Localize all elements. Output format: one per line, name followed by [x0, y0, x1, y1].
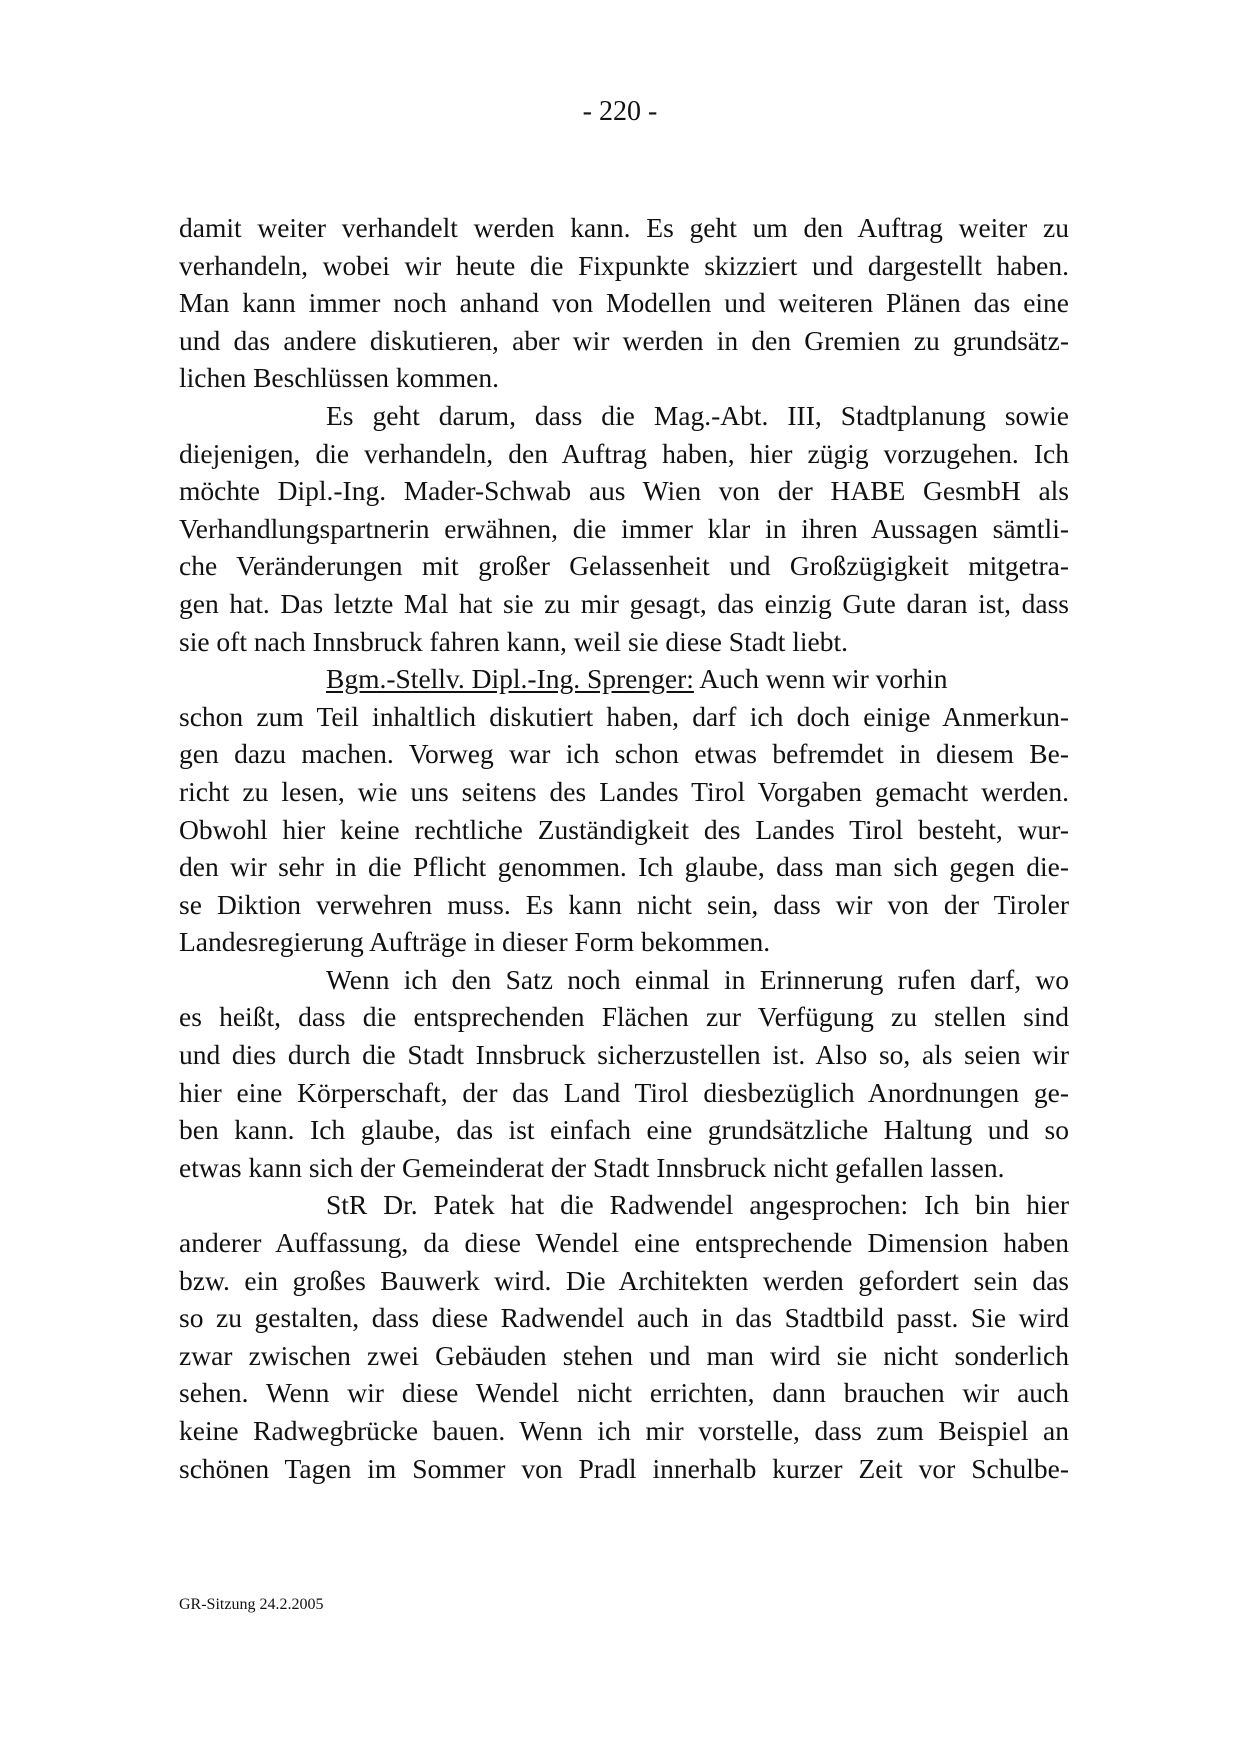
- text-line: gen hat. Das letzte Mal hat sie zu mir gesagt, das einzig Gute daran ist, dass: [179, 587, 1069, 619]
- text-line: schönen Tagen im Sommer von Pradl innerhalb kurzer Zeit vor Schulbe-: [179, 1452, 1069, 1484]
- text-line: zwar zwischen zwei Gebäuden stehen und man wird sie nicht sonderlich: [179, 1339, 1069, 1371]
- text-line: Landesregierung Aufträge in dieser Form bekommen.: [179, 926, 771, 958]
- text-line: sie oft nach Innsbruck fahren kann, weil sie diese Stadt liebt.: [179, 625, 848, 657]
- text-line: lichen Beschlüssen kommen.: [179, 362, 500, 394]
- text-line: richt zu lesen, wie uns seitens des Landes Tirol Vorgaben gemacht werden.: [179, 775, 1069, 807]
- speaker-line-text: Auch wenn wir vorhin: [693, 663, 948, 695]
- footer-session-date: GR-Sitzung 24.2.2005: [179, 1596, 324, 1613]
- text-line: und dies durch die Stadt Innsbruck sicherzustellen ist. Also so, als seien wir: [179, 1039, 1069, 1071]
- text-line: bzw. ein großes Bauwerk wird. Die Architekten werden gefordert sein das: [179, 1264, 1069, 1296]
- body-text: [179, 209, 1069, 1487]
- text-line: Man kann immer noch anhand von Modellen und weiteren Plänen das eine: [179, 287, 1069, 319]
- text-line: Obwohl hier keine rechtliche Zuständigkeit des Landes Tirol besteht, wur-: [179, 813, 1069, 845]
- text-line: es heißt, dass die entsprechenden Flächen zur Verfügung zu stellen sind: [179, 1001, 1069, 1033]
- text-line: hier eine Körperschaft, der das Land Tirol diesbezüglich Anordnungen ge-: [179, 1076, 1069, 1108]
- text-line: Verhandlungspartnerin erwähnen, die immer klar in ihren Aussagen sämtli-: [179, 512, 1069, 544]
- text-line: Es geht darum, dass die Mag.-Abt. III, Stadtplanung sowie: [326, 399, 1069, 431]
- paragraph-1: [179, 209, 1069, 397]
- page-number: - 220 -: [582, 96, 658, 127]
- text-line: diejenigen, die verhandeln, den Auftrag haben, hier zügig vorzugehen. Ich: [179, 437, 1069, 469]
- text-line: che Veränderungen mit großer Gelassenheit und Großzügigkeit mitgetra-: [179, 550, 1069, 582]
- text-line: gen dazu machen. Vorweg war ich schon etwas befremdet in diesem Be-: [179, 738, 1069, 770]
- text-line: anderer Auffassung, da diese Wendel eine entsprechende Dimension haben: [179, 1227, 1069, 1259]
- text-line: sehen. Wenn wir diese Wendel nicht errichten, dann brauchen wir auch: [179, 1377, 1069, 1409]
- text-line: se Diktion verwehren muss. Es kann nicht sein, dass wir von der Tiroler: [179, 888, 1069, 920]
- text-line: Wenn ich den Satz noch einmal in Erinnerung rufen darf, wo: [326, 963, 1069, 995]
- text-line: und das andere diskutieren, aber wir werden in den Gremien zu grundsätz-: [179, 324, 1069, 356]
- text-line: etwas kann sich der Gemeinderat der Stadt Innsbruck nicht gefallen lassen.: [179, 1151, 1005, 1183]
- speaker-line: [179, 660, 1069, 698]
- text-line: schon zum Teil inhaltlich diskutiert haben, darf ich doch einige Anmerkun-: [179, 700, 1069, 732]
- paragraph-5: [179, 1186, 1069, 1487]
- paragraph-3: [179, 660, 1069, 961]
- text-line: möchte Dipl.-Ing. Mader-Schwab aus Wien von der HABE GesmbH als: [179, 475, 1069, 507]
- text-line: den wir sehr in die Pflicht genommen. Ich glaube, dass man sich gegen die-: [179, 851, 1069, 883]
- text-line: verhandeln, wobei wir heute die Fixpunkte skizziert und dargestellt haben.: [179, 249, 1069, 281]
- text-line: so zu gestalten, dass diese Radwendel auch in das Stadtbild passt. Sie wird: [179, 1302, 1069, 1334]
- paragraph-4: [179, 961, 1069, 1187]
- text-line: StR Dr. Patek hat die Radwendel angesprochen: Ich bin hier: [326, 1189, 1069, 1221]
- text-line: damit weiter verhandelt werden kann. Es geht um den Auftrag weiter zu: [179, 212, 1069, 243]
- text-line: keine Radwegbrücke bauen. Wenn ich mir vorstelle, dass zum Beispiel an: [179, 1415, 1069, 1446]
- text-line: ben kann. Ich glaube, das ist einfach eine grundsätzliche Haltung und so: [179, 1114, 1069, 1146]
- speaker-name: Bgm.-Stellv. Dipl.-Ing. Sprenger:: [326, 663, 694, 695]
- paragraph-2: [179, 397, 1069, 660]
